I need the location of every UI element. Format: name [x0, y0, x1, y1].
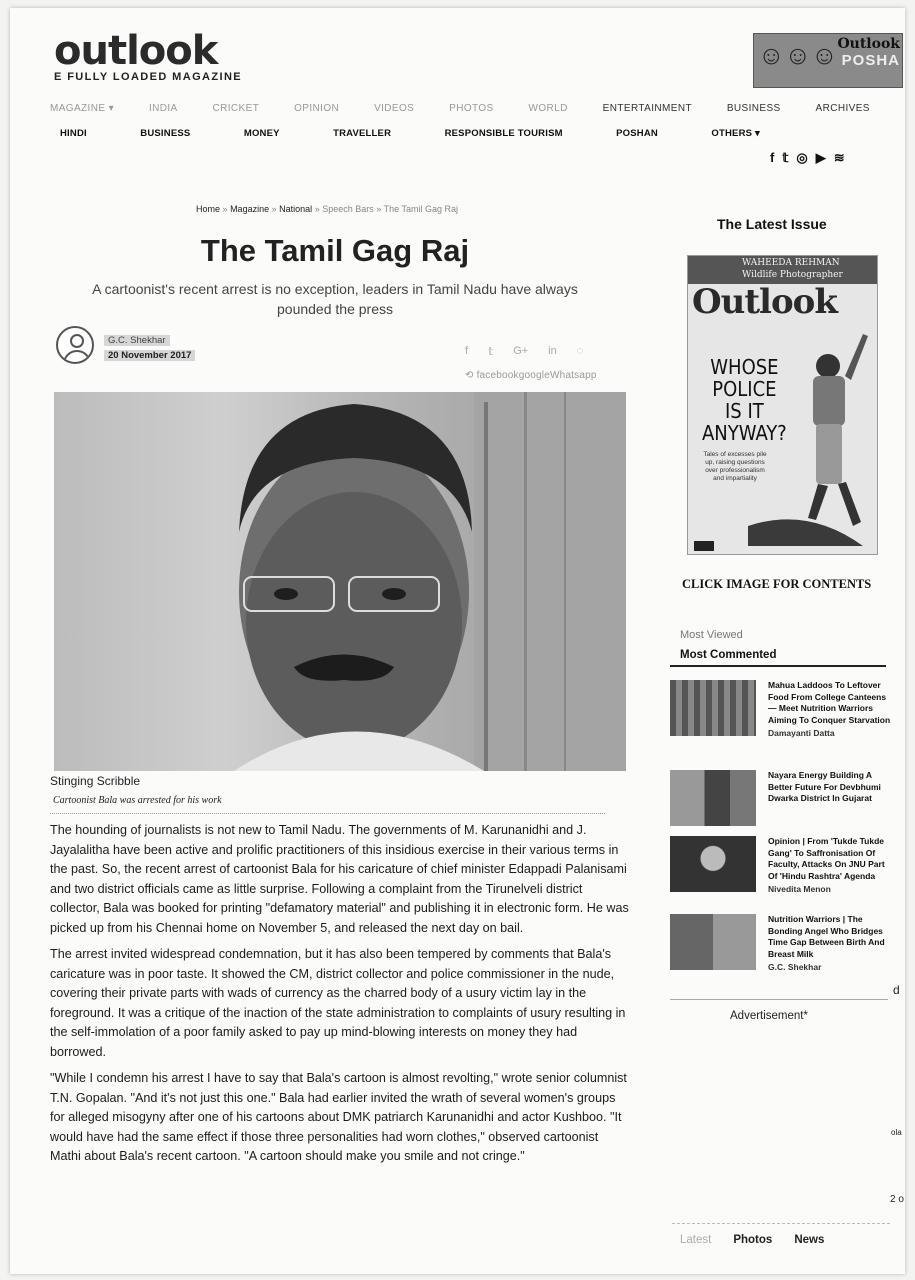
- share-handles-text: facebookgoogleWhatsapp: [476, 370, 597, 381]
- share-linkedin-icon[interactable]: in: [548, 345, 557, 357]
- tab-latest[interactable]: Latest: [680, 1234, 712, 1246]
- share-twitter-icon[interactable]: 𝕥: [488, 346, 494, 358]
- advertisement-divider: [670, 999, 888, 1000]
- share-facebook-icon[interactable]: f: [465, 345, 469, 357]
- article-body: [50, 821, 630, 1174]
- breadcrumb-magazine[interactable]: Magazine: [230, 204, 270, 214]
- breadcrumb-national[interactable]: National: [279, 204, 313, 214]
- poshan-banner[interactable]: [753, 33, 903, 88]
- nav-item-hindi[interactable]: HINDI: [60, 128, 87, 139]
- nav-item-responsible-tourism[interactable]: RESPONSIBLE TOURISM: [444, 128, 563, 139]
- poshan-logo-text: Outlook: [837, 36, 900, 52]
- nav-item-cricket[interactable]: CRICKET: [212, 103, 260, 114]
- bottom-tabs: [680, 1234, 824, 1246]
- story-author: Nivedita Menon: [768, 884, 831, 894]
- advertisement-label: Advertisement*: [730, 1010, 808, 1022]
- story-author: G.C. Shekhar: [768, 962, 822, 972]
- story-text: [768, 914, 892, 974]
- article-paragraph-3: "While I condemn his arrest I have to say that Bala's cartoon is almost revolting," wrote senior columnist T.N. Gopalan. "And it's not just this one." Bala had earlier invited the wrath of several women's groups for alleged misogyny after one of his cartoons about DMK patriarch Karunanidhi and actor Kushboo. "It would have had the same effect if those three personalities had worn clothes," observed cartoonist Mathi about Bala's recent cartoon. "A cartoon should make you smile and not cringe.": [50, 1071, 627, 1163]
- publish-date: 20 November 2017: [104, 350, 195, 361]
- story-text: [768, 770, 892, 805]
- nav-item-videos[interactable]: VIDEOS: [374, 103, 415, 114]
- breadcrumb-current: The Tamil Gag Raj: [383, 204, 458, 214]
- cover-blurb: Tales of excesses pile up, raising questions over professionalism and impartiality: [703, 451, 767, 482]
- nav-item-archives[interactable]: ARCHIVES: [815, 103, 870, 114]
- bottom-divider: [672, 1223, 890, 1224]
- outlook-logo[interactable]: outlook: [54, 28, 218, 74]
- nav-item-money[interactable]: MONEY: [243, 128, 280, 139]
- nav-item-world[interactable]: WORLD: [528, 103, 568, 114]
- instagram-icon[interactable]: ◎: [796, 150, 808, 165]
- edge-fragment: ola: [891, 1128, 902, 1137]
- tab-most-commented[interactable]: Most Commented: [680, 649, 777, 661]
- latest-issue-heading: The Latest Issue: [717, 216, 827, 232]
- cover-credit-name: WAHEEDA REHMAN: [742, 258, 840, 268]
- nav-item-poshan[interactable]: POSHAN: [616, 128, 658, 139]
- story-thumbnail[interactable]: [670, 914, 756, 970]
- story-title[interactable]: Nutrition Warriors | The Bonding Angel Who Bridges Time Gap Between Birth And Breast Milk: [768, 914, 885, 959]
- author-avatar-icon: [56, 326, 94, 364]
- breadcrumb-section[interactable]: Speech Bars: [322, 204, 374, 214]
- nav-item-magazine[interactable]: MAGAZINE ▾: [50, 103, 115, 114]
- share-bar: [465, 345, 583, 358]
- tab-most-viewed[interactable]: Most Viewed: [680, 629, 743, 641]
- article-photo: [54, 392, 626, 771]
- twitter-icon[interactable]: 𝕥: [782, 150, 789, 165]
- story-thumbnail[interactable]: [670, 770, 756, 826]
- nav-item-entertainment[interactable]: ENTERTAINMENT: [602, 103, 692, 114]
- author-name[interactable]: G.C. Shekhar: [104, 335, 170, 346]
- share-whatsapp-icon[interactable]: ◌: [576, 345, 584, 357]
- tab-news[interactable]: News: [794, 1234, 825, 1246]
- share-link-icon: ⟲: [465, 370, 477, 381]
- youtube-icon[interactable]: ▶: [815, 150, 826, 165]
- edge-fragment: 2 o: [890, 1194, 904, 1205]
- nav-item-traveller[interactable]: TRAVELLER: [333, 128, 392, 139]
- tab-underline: [670, 665, 886, 667]
- article-title: The Tamil Gag Raj: [200, 233, 470, 268]
- story-text: [768, 836, 892, 896]
- story-text: [768, 680, 892, 740]
- rss-icon[interactable]: ≋: [833, 150, 845, 165]
- article-paragraph-2: The arrest invited widespread condemnation, but it has also been tempered by comments that Bala's caricature was in poor taste. It showed the CM, district collector and police commissioner in the nude, covering their private parts with wads of currency as the charred body of a usury victim lay in the foreground. It was a critique of the inaction of the state administration to complaints of usury resulting in the self-immolation of a poor family asked to pay up mind-blowing interests on money they had borrowed.: [50, 947, 626, 1059]
- article-subtitle: A cartoonist's recent arrest is no exception, leaders in Tamil Nadu have always pounded the press: [92, 281, 578, 317]
- caption-divider: [50, 813, 605, 814]
- click-for-contents-link[interactable]: CLICK IMAGE FOR CONTENTS: [682, 577, 872, 591]
- photo-caption-title: Stinging Scribble: [50, 774, 141, 788]
- share-google-icon[interactable]: G+: [513, 345, 529, 357]
- edge-fragment: d: [893, 983, 900, 997]
- breadcrumb-home[interactable]: Home: [196, 204, 221, 214]
- story-title[interactable]: Opinion | From 'Tukde Tukde Gang' To Saffronisation Of Faculty, Attacks On JNU Part Of 'Hindu Rashtra' Agenda: [768, 836, 885, 881]
- nav-item-business-2[interactable]: BUSINESS: [140, 128, 191, 139]
- nav-item-business[interactable]: BUSINESS: [726, 103, 781, 114]
- magazine-cover[interactable]: [687, 255, 878, 555]
- secondary-nav: [60, 128, 760, 139]
- story-title[interactable]: Mahua Laddoos To Leftover Food From College Canteens — Meet Nutrition Warriors Aiming To Conquer Starvation: [768, 680, 891, 725]
- cover-masthead: Outlook: [692, 282, 837, 322]
- photo-caption: Cartoonist Bala was arrested for his work: [53, 795, 222, 806]
- breadcrumb: Home » Magazine » National » Speech Bars » The Tamil Gag Raj: [196, 204, 458, 214]
- logo-tagline: E FULLY LOADED MAGAZINE: [54, 71, 243, 83]
- tab-photos[interactable]: Photos: [733, 1234, 773, 1246]
- nav-item-opinion[interactable]: OPINION: [294, 103, 340, 114]
- nav-item-others[interactable]: OTHERS ▾: [711, 128, 760, 139]
- primary-nav: [50, 103, 870, 114]
- cover-credit-role: Wildlife Photographer: [742, 270, 843, 280]
- story-thumbnail[interactable]: [670, 836, 756, 892]
- facebook-icon[interactable]: f: [770, 150, 775, 165]
- cover-headline: WHOSE POLICE IS IT ANYWAY?: [702, 355, 787, 445]
- children-faces-icon: ☺☺☺: [758, 40, 838, 70]
- story-title[interactable]: Nayara Energy Building A Better Future For Devbhumi Dwarka District In Gujarat: [768, 770, 881, 803]
- nav-item-photos[interactable]: PHOTOS: [449, 103, 494, 114]
- story-thumbnail[interactable]: [670, 680, 756, 736]
- nav-item-india[interactable]: INDIA: [148, 103, 178, 114]
- article-paragraph-1: The hounding of journalists is not new to Tamil Nadu. The governments of M. Karunanidhi and J. Jayalalitha have been active and prolific practitioners of this insidious exercise in their various terms in the past. So, the recent arrest of cartoonist Bala for his caricature of chief minister Edappadi Palanisami and two district officials came as little surprise. Following a complaint from the Tirunelveli district collector, Bala was booked for printing "defamatory material" and publishing it in electronic form. He was picked up from his Chennai home on November 5, and released the next day on bail.: [50, 823, 629, 935]
- share-handles: [465, 370, 597, 381]
- story-author: Damayanti Datta: [768, 728, 835, 738]
- poshan-label: POSHA: [841, 52, 900, 69]
- page-sheet: [10, 8, 905, 1274]
- social-links: [770, 150, 845, 166]
